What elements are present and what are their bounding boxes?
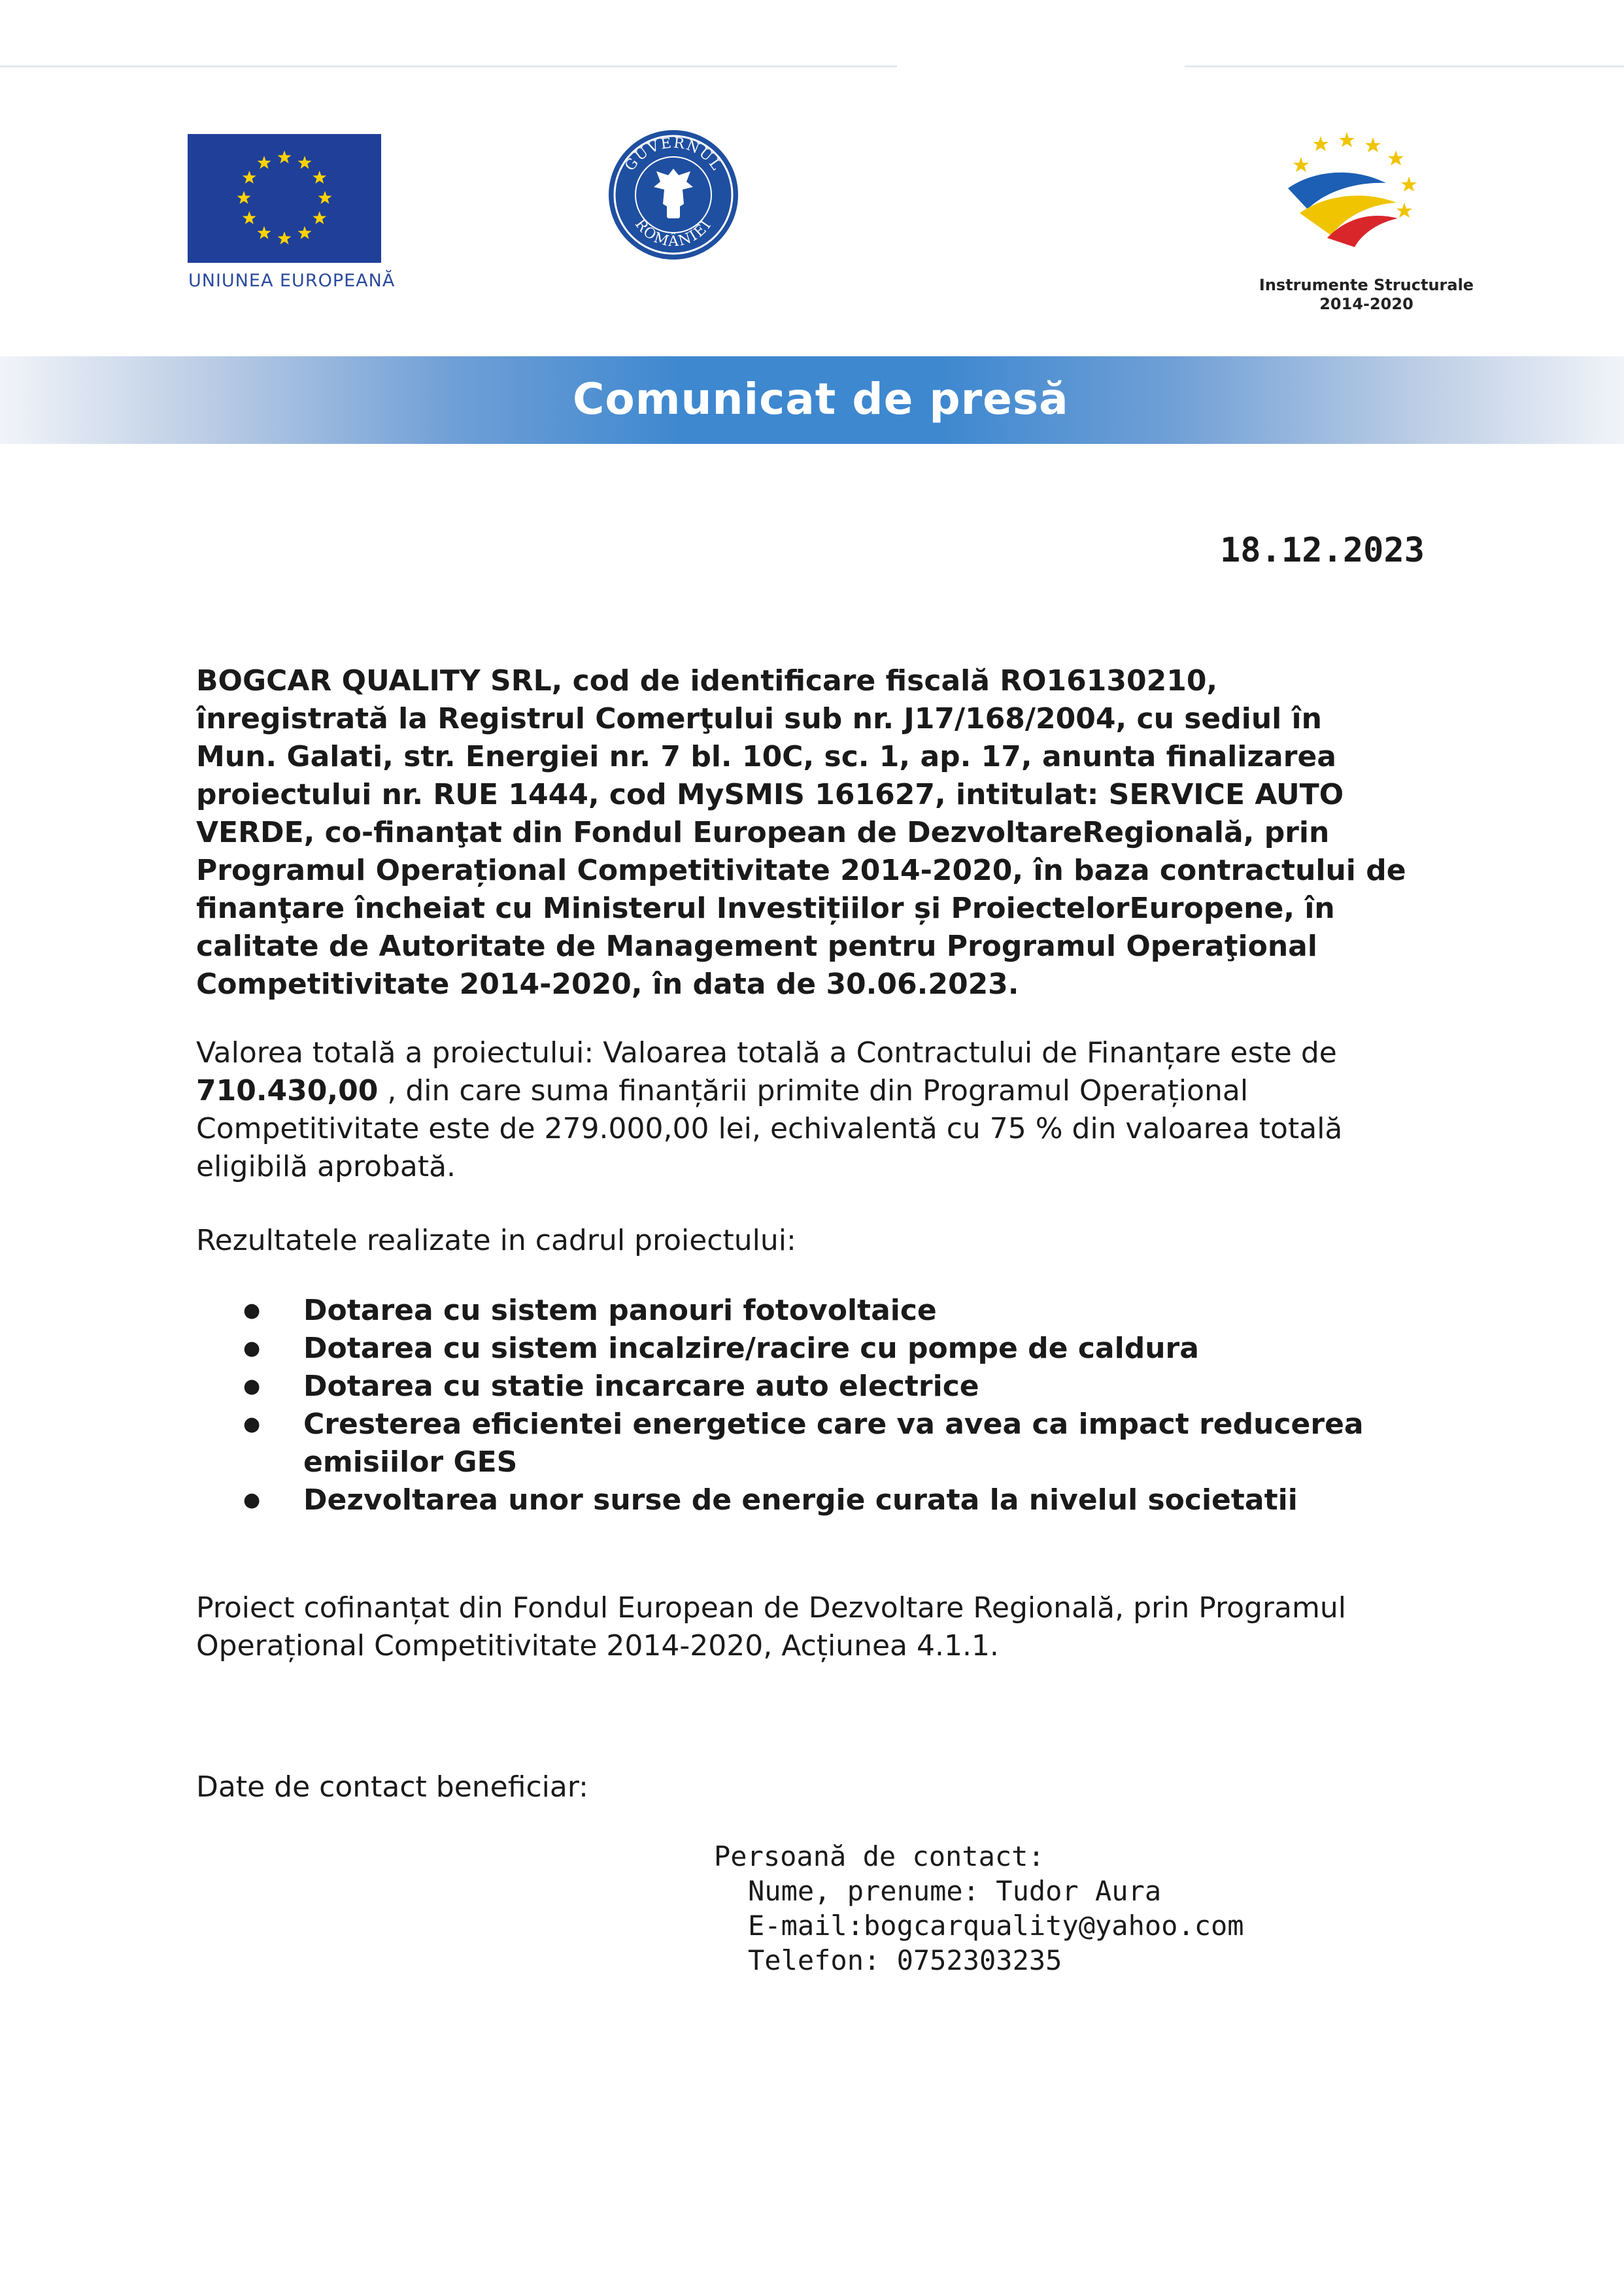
government-seal-logo: [607, 128, 740, 261]
list-item: ● Cresterea eficientei energetice care va avea ca impact reducerea emisiilor GES: [196, 1406, 1412, 1481]
contact-name: Nume, prenume: Tudor Aura: [748, 1875, 1162, 1907]
structural-label-line2: 2014-2020: [1319, 295, 1413, 313]
svg-text:ROMÂNIEI: ROMÂNIEI: [631, 216, 715, 250]
project-value-paragraph: [196, 1034, 1412, 1186]
contact-label: Persoană de contact:: [714, 1840, 1045, 1872]
list-item: ● Dotarea cu sistem panouri fotovoltaice: [196, 1292, 1412, 1330]
list-item: ● Dezvoltarea unor surse de energie curata la nivelul societatii: [196, 1481, 1412, 1519]
top-rule-right: [1185, 65, 1624, 67]
contact-heading: Date de contact beneficiar:: [196, 1770, 588, 1804]
top-rule-left: [0, 65, 897, 67]
list-item: ● Dotarea cu sistem incalzire/racire cu pompe de caldura: [196, 1330, 1412, 1368]
eu-label: UNIUNEA EUROPEANĂ: [188, 271, 396, 291]
contact-block: [714, 1839, 1244, 1978]
project-value-amount: 710.430,00: [196, 1074, 379, 1107]
eu-flag-logo: [188, 134, 381, 263]
contact-phone: Telefon: 0752303235: [748, 1944, 1062, 1976]
results-list: [196, 1292, 1412, 1519]
list-item: ● Dotarea cu statie incarcare auto electrice: [196, 1368, 1412, 1406]
structural-instruments-logo: [1281, 131, 1438, 248]
svg-text:GUVERNUL: GUVERNUL: [622, 135, 725, 175]
intro-paragraph: BOGCAR QUALITY SRL, cod de identificare fiscală RO16130210, înregistrată la Registrul Comerţului sub nr. J17/168/2004, cu sediul în Mun. Galati, str. Energiei nr. 7 bl. 10C, sc. 1, ap. 17, anunta finalizarea proiectului nr. RUE 1444, cod MySMIS 161627, intitulat: SERVICE AUTO VERDE, co-finanţat din Fondul European de DezvoltareRegională, prin Programul Operațional Competitivitate 2014-2020, în baza contractului de finanţare încheiat cu Ministerul Investițiilor și ProiectelorEuropene, în calitate de Autoritate de Management pentru Programul Operaţional Competitivitate 2014-2020, în data de 30.06.2023.: [196, 664, 1406, 1001]
results-heading: Rezultatele realizate in cadrul proiectului:: [196, 1224, 796, 1257]
cofinancing-paragraph: Proiect cofinanțat din Fondul European de Dezvoltare Regională, prin Programul Operațional Competitivitate 2014-2020, Acțiunea 4.1.1.: [196, 1591, 1346, 1662]
project-value-rest: , din care suma finanțării primite din Programul Operațional Competitivitate este de 279.000,00 lei, echivalentă cu 75 % din valoarea totală eligibilă aprobată.: [196, 1074, 1343, 1183]
banner-title: Comunicat de presă: [573, 374, 1069, 424]
structural-label-line1: Instrumente Structurale: [1259, 276, 1474, 294]
structural-instruments-label: [1242, 276, 1491, 314]
project-value-lead: Valorea totală a proiectului: Valoarea totală a Contractului de Finanțare este de: [196, 1036, 1337, 1070]
contact-email: E-mail:bogcarquality@yahoo.com: [748, 1910, 1244, 1942]
release-date: 18.12.2023: [1220, 531, 1425, 570]
